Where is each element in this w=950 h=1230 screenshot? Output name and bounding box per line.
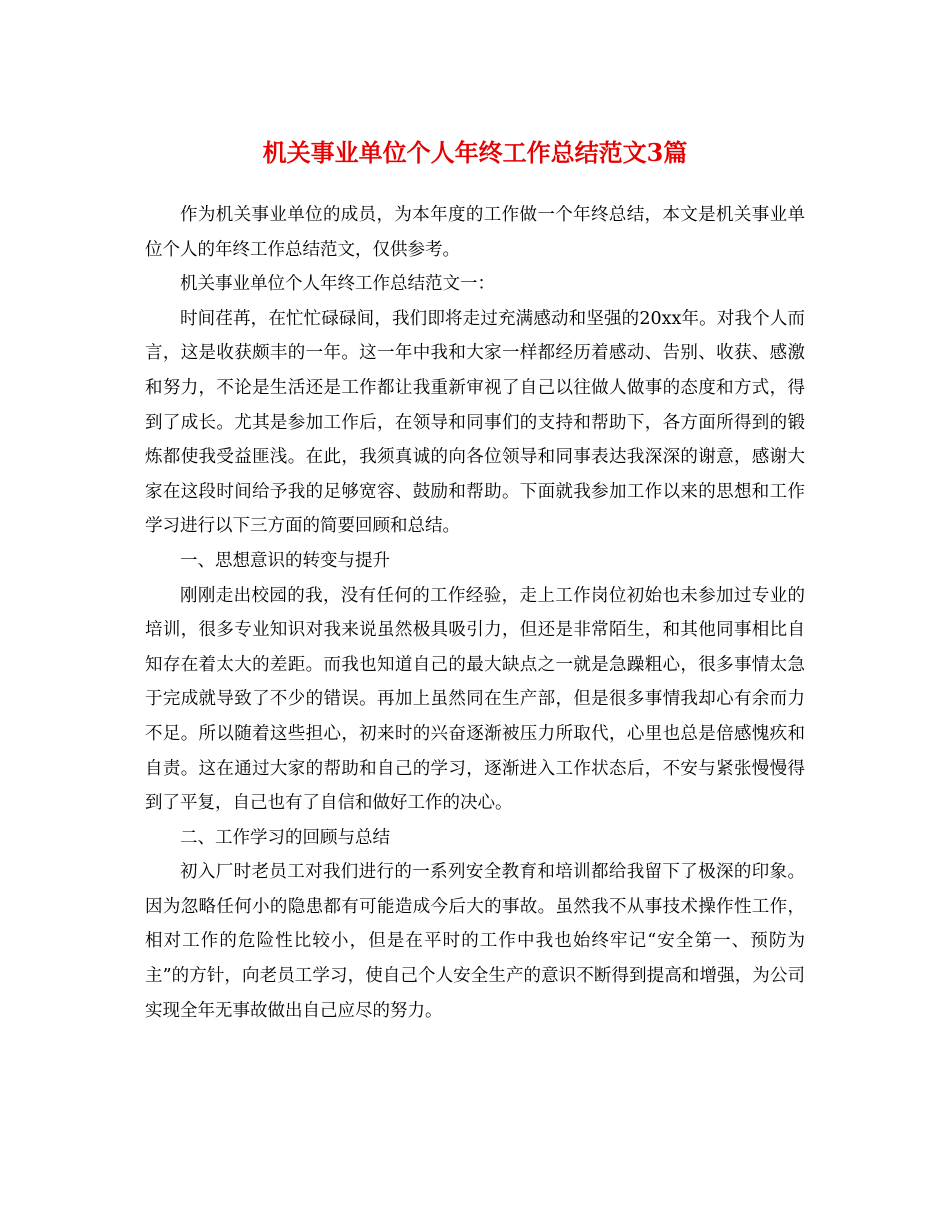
intro-paragraph: 作为机关事业单位的成员，为本年度的工作做一个年终总结，本文是机关事业单位个人的年终工作总结范文，仅供参考。 xyxy=(145,205,805,260)
document-body xyxy=(145,198,805,1028)
document-title: 机关事业单位个人年终工作总结范文3篇 xyxy=(262,138,688,167)
body-paragraph: 刚刚走出校园的我，没有任何的工作经验，走上工作岗位初始也未参加过专业的培训，很多专业知识对我来说虽然极具吸引力，但还是非常陌生，和其他同事相比自知存在着太大的差距。而我也知道自己的最大缺点之一就是急躁粗心，很多事情太急于完成就导致了不少的错误。再加上虽然同在生产部，但是很多事情我却心有余而力不足。所以随着这些担心，初来时的兴奋逐渐被压力所取代，心里也总是倍感愧疚和自责。这在通过大家的帮助和自己的学习，逐渐进入工作状态后，不安与紧张慢慢得到了平复，自己也有了自信和做好工作的决心。 xyxy=(145,585,805,814)
body-paragraph: 时间荏苒，在忙忙碌碌间，我们即将走过充满感动和坚强的20xx年。对我个人而言，这是收获颇丰的一年。这一年中我和大家一样都经历着感动、告别、收获、感激和努力，不论是生活还是工作都让我重新审视了自己以往做人做事的态度和方式，得到了成长。尤其是参加工作后，在领导和同事们的支持和帮助下，各方面所得到的锻炼都使我受益匪浅。在此，我须真诚的向各位领导和同事表达我深深的谢意，感谢大家在这段时间给予我的足够宽容、鼓励和帮助。下面就我参加工作以来的思想和工作学习进行以下三方面的简要回顾和总结。 xyxy=(145,308,805,537)
section-heading-sample-one: 机关事业单位个人年终工作总结范文一： xyxy=(180,274,495,295)
section-heading-ideology: 一、思想意识的转变与提升 xyxy=(180,550,390,571)
body-paragraph: 初入厂时老员工对我们进行的一系列安全教育和培训都给我留下了极深的印象。因为忽略任何小的隐患都有可能造成今后大的事故。虽然我不从事技术操作性工作，相对工作的危险性比较小，但是在平时的工作中我也始终牢记“安全第一、预防为主”的方针，向老员工学习，使自己个人安全生产的意识不断得到提高和增强，为公司实现全年无事故做出自己应尽的努力。 xyxy=(145,862,805,1021)
section-heading-work-review: 二、工作学习的回顾与总结 xyxy=(180,827,390,848)
